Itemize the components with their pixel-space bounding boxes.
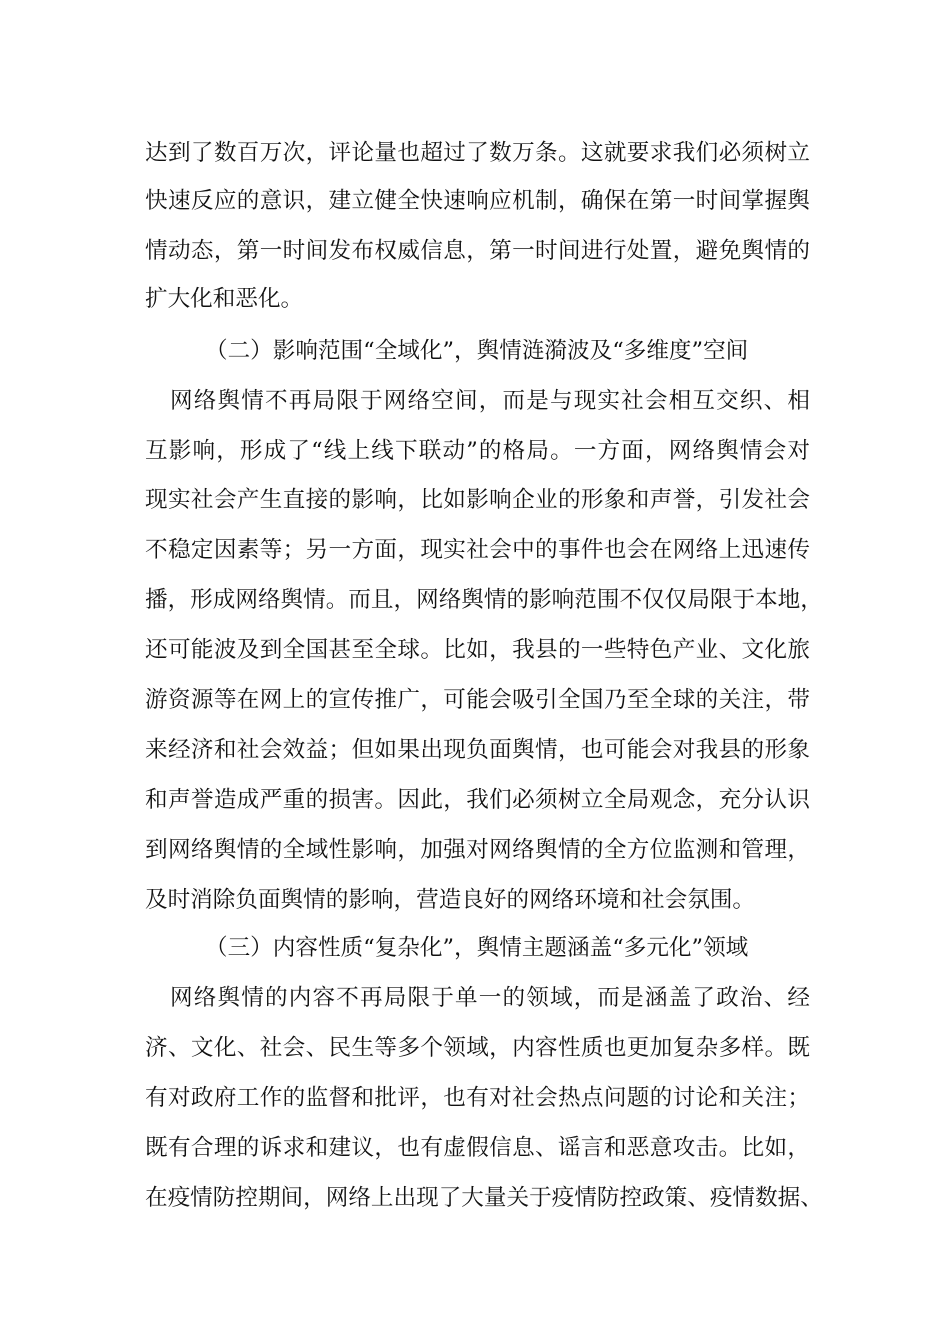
- paragraph-line: 和声誉造成严重的损害。因此，我们必须树立全局观念，充分认识: [145, 787, 810, 813]
- paragraph-line: 网络舆情的内容不再局限于单一的领域，而是涵盖了政治、经: [170, 985, 810, 1011]
- section-heading: （三）内容性质“复杂化”，舆情主题涵盖“多元化”领域: [205, 935, 749, 961]
- section-heading: （二）影响范围“全域化”，舆情涟漪波及“多维度”空间: [205, 338, 749, 364]
- paragraph-line: 到网络舆情的全域性影响，加强对网络舆情的全方位监测和管理，: [145, 837, 810, 863]
- paragraph-line: 达到了数百万次，评论量也超过了数万条。这就要求我们必须树立: [145, 140, 810, 166]
- paragraph-line: 网络舆情不再局限于网络空间，而是与现实社会相互交织、相: [170, 388, 810, 414]
- paragraph-line: 不稳定因素等；另一方面，现实社会中的事件也会在网络上迅速传: [145, 537, 810, 563]
- paragraph-line: 游资源等在网上的宣传推广，可能会吸引全国乃至全球的关注，带: [145, 687, 810, 713]
- paragraph-line: 及时消除负面舆情的影响，营造良好的网络环境和社会氛围。: [145, 887, 756, 913]
- paragraph-line: 扩大化和恶化。: [145, 286, 304, 312]
- paragraph-line: 快速反应的意识，建立健全快速响应机制，确保在第一时间掌握舆: [145, 188, 810, 214]
- paragraph-line: 既有合理的诉求和建议，也有虚假信息、谣言和恶意攻击。比如，: [145, 1135, 810, 1161]
- paragraph-line: 现实社会产生直接的影响，比如影响企业的形象和声誉，引发社会: [145, 487, 810, 513]
- paragraph-line: 在疫情防控期间，网络上出现了大量关于疫情防控政策、疫情数据、: [145, 1185, 823, 1211]
- paragraph-line: 来经济和社会效益；但如果出现负面舆情，也可能会对我县的形象: [145, 737, 810, 763]
- paragraph-line: 播，形成网络舆情。而且，网络舆情的影响范围不仅仅局限于本地，: [145, 587, 823, 613]
- paragraph-line: 情动态，第一时间发布权威信息，第一时间进行处置，避免舆情的: [145, 238, 810, 264]
- paragraph-line: 还可能波及到全国甚至全球。比如，我县的一些特色产业、文化旅: [145, 637, 810, 663]
- paragraph-line: 有对政府工作的监督和批评，也有对社会热点问题的讨论和关注；: [145, 1085, 810, 1111]
- paragraph-line: 济、文化、社会、民生等多个领域，内容性质也更加复杂多样。既: [145, 1035, 810, 1061]
- paragraph-line: 互影响，形成了“线上线下联动”的格局。一方面，网络舆情会对: [145, 438, 810, 464]
